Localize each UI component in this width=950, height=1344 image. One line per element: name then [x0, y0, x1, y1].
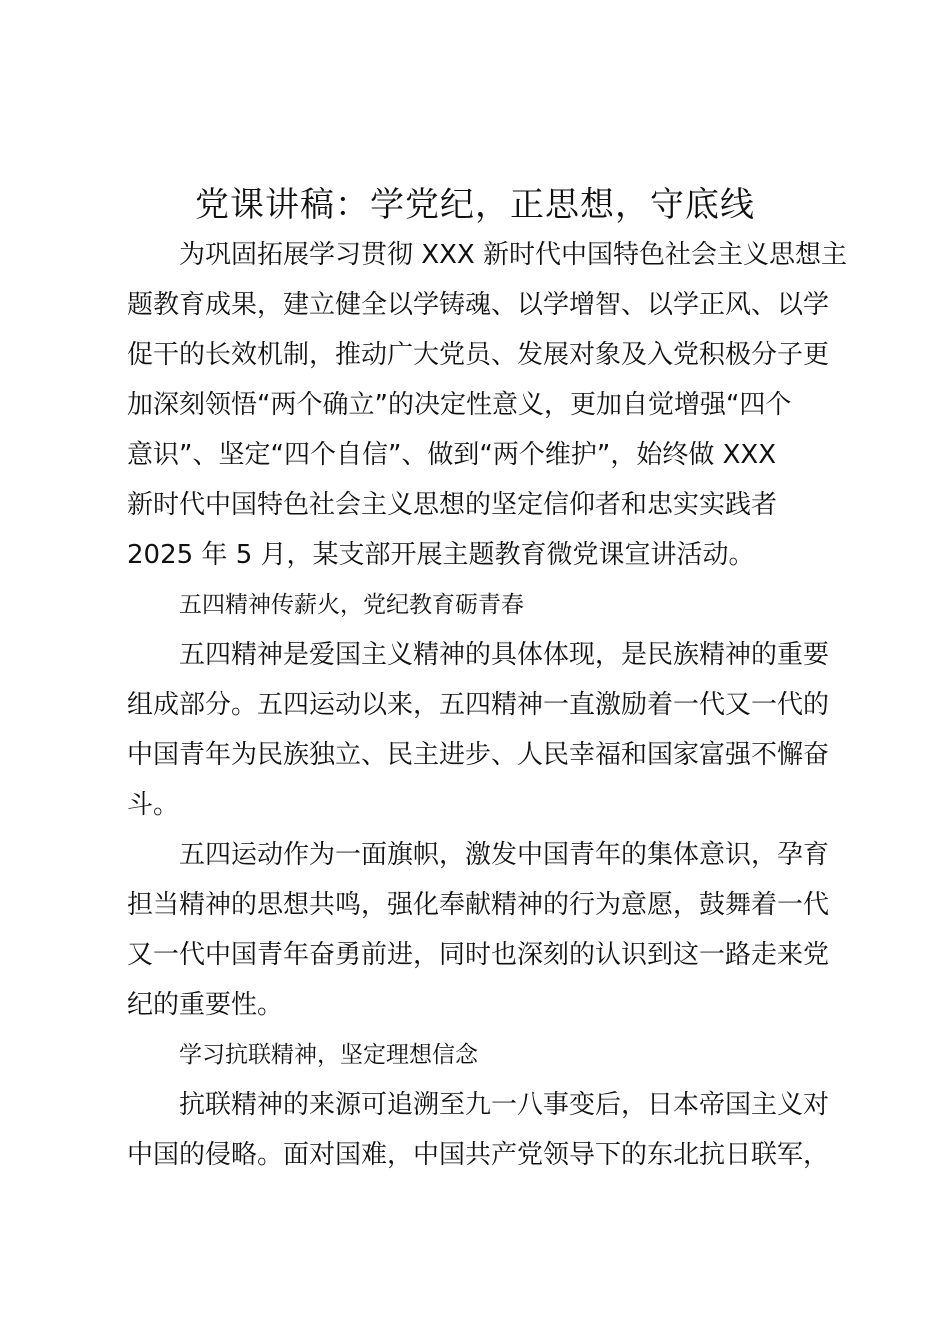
section-heading-kanglian: 学习抗联精神，坚定理想信念: [179, 1042, 478, 1068]
paragraph-line: 五四运动作为一面旗帜，激发中国青年的集体意识，孕育: [179, 840, 830, 870]
paragraph-line: 五四精神是爱国主义精神的具体体现，是民族精神的重要: [179, 640, 830, 670]
intro-line: 2025 年 5 月，某支部开展主题教育微党课宣讲活动。: [127, 540, 755, 570]
paragraph-line: 抗联精神的来源可追溯至九一八事变后，日本帝国主义对: [179, 1090, 830, 1120]
paragraph-line: 纪的重要性。: [127, 990, 284, 1020]
paragraph-line: 又一代中国青年奋勇前进，同时也深刻的认识到这一路走来党: [127, 940, 830, 970]
paragraph-line: 组成部分。五四运动以来，五四精神一直激励着一代又一代的: [127, 690, 830, 720]
intro-line: 促干的长效机制，推动广大党员、发展对象及入党积极分子更: [127, 340, 830, 370]
paragraph-line: 担当精神的思想共鸣，强化奉献精神的行为意愿，鼓舞着一代: [127, 890, 830, 920]
document-body: [127, 230, 847, 1180]
intro-line: 意识”、坚定“四个自信”、做到“两个维护”，始终做 XXX: [127, 440, 777, 470]
paragraph-line: 中国的侵略。面对国难，中国共产党领导下的东北抗日联军，: [127, 1140, 830, 1170]
paragraph-line: 斗。: [127, 790, 180, 820]
paragraph-line: 中国青年为民族独立、民主进步、人民幸福和国家富强不懈奋: [127, 740, 830, 770]
intro-line: 新时代中国特色社会主义思想的坚定信仰者和忠实实践者: [127, 490, 778, 520]
intro-paragraph: [127, 230, 847, 580]
section1-paragraph-2: [127, 830, 833, 1030]
intro-line: 为巩固拓展学习贯彻 XXX 新时代中国特色社会主义思想主: [179, 240, 847, 270]
intro-line: 题教育成果，建立健全以学铸魂、以学增智、以学正风、以学: [127, 290, 830, 320]
section1-paragraph-1: [127, 630, 833, 830]
section-heading-wusi: 五四精神传薪火，党纪教育砺青春: [179, 592, 524, 618]
section2-paragraph-1: [127, 1080, 833, 1180]
intro-line: 加深刻领悟“两个确立”的决定性意义，更加自觉增强“四个: [127, 390, 792, 420]
document-title: 党课讲稿：学党纪，正思想，守底线: [195, 185, 755, 225]
